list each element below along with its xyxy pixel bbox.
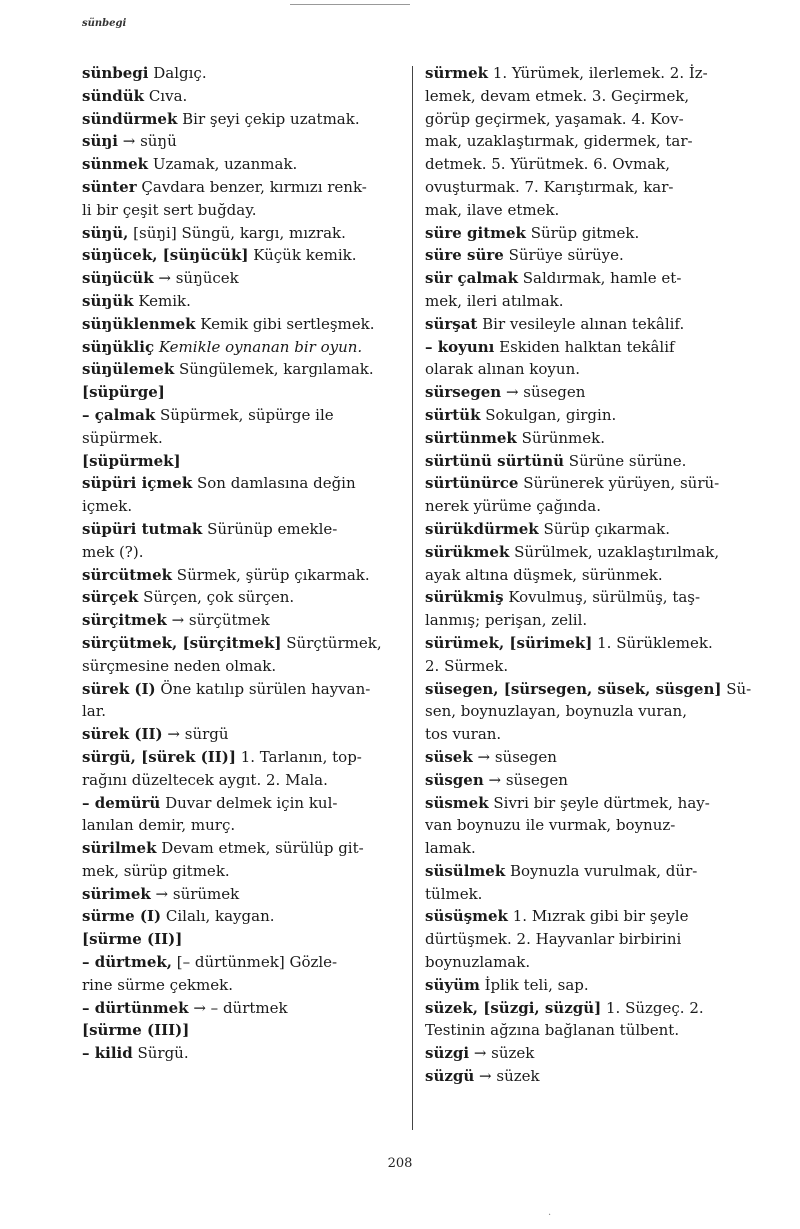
headword: süsegen, [sürsegen, süsek, süsgen]: [425, 679, 722, 698]
definition-text: lanmış; perişan, zelil.: [425, 611, 588, 630]
headword: sürtük: [425, 405, 481, 424]
definition-text: Sürüp gitmek.: [525, 223, 640, 242]
entry-line: [82, 632, 402, 655]
headword: süsgen: [425, 770, 484, 789]
headword: süŋülemek: [82, 360, 175, 379]
definition-text: Boynuzla vurulmak, dür-: [505, 861, 698, 880]
definition-text: içmek.: [82, 497, 133, 516]
definition-text: tülmek.: [425, 884, 483, 903]
headword: sürtünü sürtünü: [425, 451, 565, 470]
headword: süŋücük: [82, 269, 154, 288]
entry-line: [425, 176, 755, 199]
entry-line: [425, 130, 755, 153]
definition-text: 1. Süzgeç. 2.: [601, 998, 704, 1017]
definition-text: boynuzlamak.: [425, 953, 531, 972]
definition-text: olarak alınan koyun.: [425, 360, 580, 379]
definition-text: sen, boynuzlayan, boynuzla vuran,: [425, 702, 687, 721]
definition-text: ayak altına düşmek, sürünmek.: [425, 565, 663, 584]
definition-text: lar.: [82, 702, 107, 721]
headword: süsülmek: [425, 861, 506, 880]
entry-line: [425, 518, 755, 541]
definition-text: dürtüşmek. 2. Hayvanlar birbirini: [425, 930, 682, 949]
definition-text: Cilalı, kaygan.: [161, 907, 275, 926]
entry-line: [82, 130, 402, 153]
headword: süŋücek, [süŋücük]: [82, 246, 249, 265]
headword: sürşat: [425, 314, 478, 333]
entry-line: [425, 450, 755, 473]
headword: süŋükliç: [82, 337, 155, 356]
headword: süzgi: [425, 1044, 470, 1063]
definition-text: van boynuzu ile vurmak, boynuz-: [425, 816, 676, 835]
definition-text: Süpürmek, süpürge ile: [155, 405, 334, 424]
definition-text: Kovulmuş, sürülmüş, taş-: [503, 588, 701, 607]
definition-text: → süzek: [474, 1067, 540, 1086]
headword: sür çalmak: [425, 269, 519, 288]
entry-line: [82, 313, 402, 336]
definition-text: Sürçtürmek,: [281, 633, 382, 652]
definition-text: lanılan demir, murç.: [82, 816, 236, 835]
entry-line: [425, 541, 755, 564]
entry-line: [82, 336, 402, 359]
definition-text: 1. Mızrak gibi bir şeyle: [507, 907, 689, 926]
entry-line: [82, 518, 402, 541]
entry-line: [82, 883, 402, 906]
definition-text: Sürünerek yürüyen, sürü-: [518, 474, 720, 493]
definition-text: Cıva.: [144, 86, 188, 105]
definition-text: Sü-: [721, 679, 752, 698]
headword: süpüri içmek: [82, 474, 193, 493]
definition-text: 2. Sürmek.: [425, 656, 509, 675]
headword: [sürme (III)]: [82, 1021, 190, 1040]
definition-text: mek, sürüp gitmek.: [82, 861, 230, 880]
entry-line: [82, 450, 402, 473]
entry-line: [82, 1019, 402, 1042]
definition-text: → süŋü: [117, 132, 177, 151]
headword: sündürmek: [82, 109, 178, 128]
headword: sünmek: [82, 155, 149, 174]
entry-line: [425, 222, 755, 245]
definition-text: Sürüne sürüne.: [564, 451, 687, 470]
definition-text: Uzamak, uzanmak.: [148, 155, 298, 174]
entry-line: [82, 176, 402, 199]
definition-text: Bir vesileyle alınan tekâlif.: [477, 314, 685, 333]
headword: süŋi: [82, 132, 118, 151]
definition-text: Kemik gibi sertleşmek.: [195, 314, 375, 333]
entry-line: [82, 1042, 402, 1065]
definition-text: li bir çeşit sert buğday.: [82, 200, 257, 219]
entry-line: [425, 609, 755, 632]
headword: sünter: [82, 177, 137, 196]
entry-line: [425, 997, 755, 1020]
headword: süpüri tutmak: [82, 519, 203, 538]
definition-text: [– dürtünmek] Gözle-: [171, 953, 338, 972]
headword: süsüşmek: [425, 907, 508, 926]
entry-line: [425, 290, 755, 313]
definition-text: Sürülmek, uzaklaştırılmak,: [509, 542, 720, 561]
headword: sürümek, [sürimek]: [425, 633, 593, 652]
definition-text: lemek, devam etmek. 3. Geçirmek,: [425, 86, 690, 105]
entry-line: [82, 792, 402, 815]
definition-text: Sürünüp emekle-: [202, 519, 338, 538]
entry-line: [82, 609, 402, 632]
headword: sürek (I): [82, 679, 156, 698]
entry-line: [82, 153, 402, 176]
entry-line: [425, 974, 755, 997]
entry-line: [425, 746, 755, 769]
entry-line: [82, 746, 402, 769]
column-divider: [412, 66, 413, 1130]
entry-line: [425, 404, 755, 427]
definition-text: mak, uzaklaştırmak, gidermek, tar-: [425, 132, 693, 151]
headword: süŋük: [82, 291, 134, 310]
headword: süre süre: [425, 246, 504, 265]
headword: süyüm: [425, 975, 480, 994]
definition-text: rağını düzeltecek aygıt. 2. Mala.: [82, 770, 328, 789]
entry-line: [82, 905, 402, 928]
entry-line: [425, 792, 755, 815]
headword: sürükmek: [425, 542, 510, 561]
headword: – dürtmek,: [82, 953, 172, 972]
top-rule: [290, 4, 410, 5]
entry-line: [425, 244, 755, 267]
definition-text: Sürüp çıkarmak.: [538, 519, 671, 538]
definition-text: → sürgü: [162, 725, 229, 744]
definition-text: Duvar delmek için kul-: [160, 793, 338, 812]
entry-line: [425, 62, 755, 85]
entry-line: [425, 837, 755, 860]
headword: – çalmak: [82, 405, 156, 424]
entry-line: [425, 108, 755, 131]
entry-line: [82, 267, 402, 290]
entry-line: [425, 313, 755, 336]
headword: – demürü: [82, 793, 161, 812]
entry-line: [82, 700, 402, 723]
headword: sürek (II): [82, 725, 163, 744]
definition-text: → sürümek: [150, 884, 240, 903]
entry-line: [425, 655, 755, 678]
headword: – kilid: [82, 1044, 133, 1063]
entry-line: [425, 1065, 755, 1088]
entry-line: [425, 1019, 755, 1042]
entry-line: [425, 883, 755, 906]
definition-text: Sürüye sürüye.: [503, 246, 624, 265]
entry-line: [82, 108, 402, 131]
headword: sürtünürce: [425, 474, 519, 493]
definition-text: Devam etmek, sürülüp git-: [156, 839, 364, 858]
definition-text: süpürmek.: [82, 428, 163, 447]
entry-line: [425, 951, 755, 974]
headword: süzgü: [425, 1067, 475, 1086]
headword: süsek: [425, 747, 473, 766]
definition-text: Saldırmak, hamle et-: [518, 269, 682, 288]
entry-line: [425, 153, 755, 176]
entry-line: [425, 723, 755, 746]
entry-line: [425, 381, 755, 404]
headword: sündük: [82, 86, 145, 105]
definition-text: 1. Sürüklemek.: [592, 633, 713, 652]
headword: [süpürmek]: [82, 451, 181, 470]
margin-mark: ·: [548, 1210, 552, 1221]
definition-text: Sürünmek.: [516, 428, 605, 447]
entry-line: [425, 267, 755, 290]
headword: sürcütmek: [82, 565, 173, 584]
entry-line: [82, 199, 402, 222]
definition-text: Süngülemek, kargılamak.: [174, 360, 374, 379]
headword: sürgü, [sürek (II)]: [82, 747, 236, 766]
entry-line: [82, 655, 402, 678]
definition-text: Çavdara benzer, kırmızı renk-: [136, 177, 367, 196]
headword: sünbegi: [82, 64, 149, 82]
headword: süzek, [süzgi, süzgü]: [425, 998, 602, 1017]
definition-text: Bir şeyi çekip uzatmak.: [177, 109, 360, 128]
definition-text: → – dürtmek: [188, 998, 288, 1017]
definition-text: → sürçütmek: [166, 611, 270, 630]
entry-line: [425, 472, 755, 495]
entry-line: [82, 85, 402, 108]
entry-line: [425, 678, 755, 701]
entry-line: [425, 905, 755, 928]
headword: süŋüklenmek: [82, 314, 196, 333]
entry-line: [82, 723, 402, 746]
entry-line: [425, 860, 755, 883]
definition-text: → süsegen: [483, 770, 568, 789]
definition-text: sürçmesine neden olmak.: [82, 656, 277, 675]
entry-line: [425, 427, 755, 450]
entry-line: [425, 928, 755, 951]
definition-text: Dalgıç.: [148, 64, 207, 82]
entry-line: [425, 85, 755, 108]
definition-text: [süŋi] Süngü, kargı, mızrak.: [128, 223, 346, 242]
running-head: sünbegi: [82, 18, 127, 29]
definition-text: rine sürme çekmek.: [82, 975, 233, 994]
definition-text: Kemik.: [133, 291, 191, 310]
entry-line: [82, 974, 402, 997]
headword: sürçitmek: [82, 611, 167, 630]
entry-line: [82, 564, 402, 587]
entry-line: [82, 951, 402, 974]
definition-text: görüp geçirmek, yaşamak. 4. Kov-: [425, 109, 684, 128]
entry-line: [82, 860, 402, 883]
definition-text: detmek. 5. Yürütmek. 6. Ovmak,: [425, 155, 671, 174]
definition-text: tos vuran.: [425, 725, 502, 744]
headword: [süpürge]: [82, 383, 165, 402]
headword: süŋü,: [82, 223, 129, 242]
entry-line: [82, 837, 402, 860]
headword: sürtünmek: [425, 428, 517, 447]
entry-line: [425, 564, 755, 587]
definition-text: Kemikle oynanan bir oyun.: [154, 337, 363, 356]
entry-line: [425, 586, 755, 609]
headword: süre gitmek: [425, 223, 526, 242]
definition-text: Son damlasına değin: [192, 474, 356, 493]
page-number: 208: [387, 1156, 413, 1171]
definition-text: İplik teli, sap.: [479, 975, 589, 994]
definition-text: mek, ileri atılmak.: [425, 291, 564, 310]
definition-text: Öne katılıp sürülen hayvan-: [155, 679, 371, 698]
entry-line: [82, 290, 402, 313]
entry-line: [82, 814, 402, 837]
headword: sürükdürmek: [425, 519, 539, 538]
entry-line: [82, 244, 402, 267]
left-column: [82, 62, 402, 1065]
definition-text: nerek yürüme çağında.: [425, 497, 601, 516]
headword: [sürme (II)]: [82, 930, 183, 949]
headword: sürmek: [425, 64, 489, 82]
entry-line: [82, 495, 402, 518]
definition-text: Sürmek, şürüp çıkarmak.: [172, 565, 370, 584]
headword: sürçek: [82, 588, 139, 607]
definition-text: mak, ilave etmek.: [425, 200, 560, 219]
definition-text: → süŋücek: [153, 269, 239, 288]
definition-text: ovuşturmak. 7. Karıştırmak, kar-: [425, 177, 674, 196]
definition-text: Sürçen, çok sürçen.: [138, 588, 295, 607]
definition-text: Eskiden halktan tekâlif: [494, 337, 675, 356]
definition-text: lamak.: [425, 839, 476, 858]
definition-text: → süsegen: [472, 747, 557, 766]
headword: sürsegen: [425, 383, 502, 402]
entry-line: [82, 381, 402, 404]
definition-text: → süsegen: [501, 383, 586, 402]
entry-line: [425, 814, 755, 837]
entry-line: [425, 199, 755, 222]
headword: sürilmek: [82, 839, 157, 858]
entry-line: [425, 769, 755, 792]
entry-line: [82, 769, 402, 792]
definition-text: mek (?).: [82, 542, 144, 561]
definition-text: Sokulgan, girgin.: [480, 405, 617, 424]
headword: sürçütmek, [sürçitmek]: [82, 633, 282, 652]
headword: sürükmiş: [425, 588, 504, 607]
entry-line: [425, 1042, 755, 1065]
entry-line: [425, 336, 755, 359]
entry-line: [82, 62, 402, 85]
entry-line: [82, 997, 402, 1020]
headword: süsmek: [425, 793, 489, 812]
right-column: [425, 62, 755, 1088]
headword: – dürtünmek: [82, 998, 189, 1017]
entry-line: [425, 632, 755, 655]
headword: sürimek: [82, 884, 151, 903]
entry-line: [82, 222, 402, 245]
entry-line: [82, 586, 402, 609]
definition-text: 1. Tarlanın, top-: [235, 747, 362, 766]
definition-text: Sürgü.: [132, 1044, 189, 1063]
entry-line: [82, 358, 402, 381]
definition-text: Sivri bir şeyle dürtmek, hay-: [488, 793, 710, 812]
entry-line: [425, 358, 755, 381]
entry-line: [82, 404, 402, 427]
definition-text: Küçük kemik.: [248, 246, 357, 265]
headword: sürme (I): [82, 907, 162, 926]
entry-line: [82, 678, 402, 701]
definition-text: 1. Yürümek, ilerlemek. 2. İz-: [488, 64, 708, 82]
headword: – koyunı: [425, 337, 495, 356]
definition-text: → süzek: [469, 1044, 535, 1063]
entry-line: [425, 700, 755, 723]
definition-text: Testinin ağzına bağlanan tülbent.: [425, 1021, 680, 1040]
entry-line: [82, 928, 402, 951]
entry-line: [82, 541, 402, 564]
entry-line: [425, 495, 755, 518]
entry-line: [82, 427, 402, 450]
entry-line: [82, 472, 402, 495]
